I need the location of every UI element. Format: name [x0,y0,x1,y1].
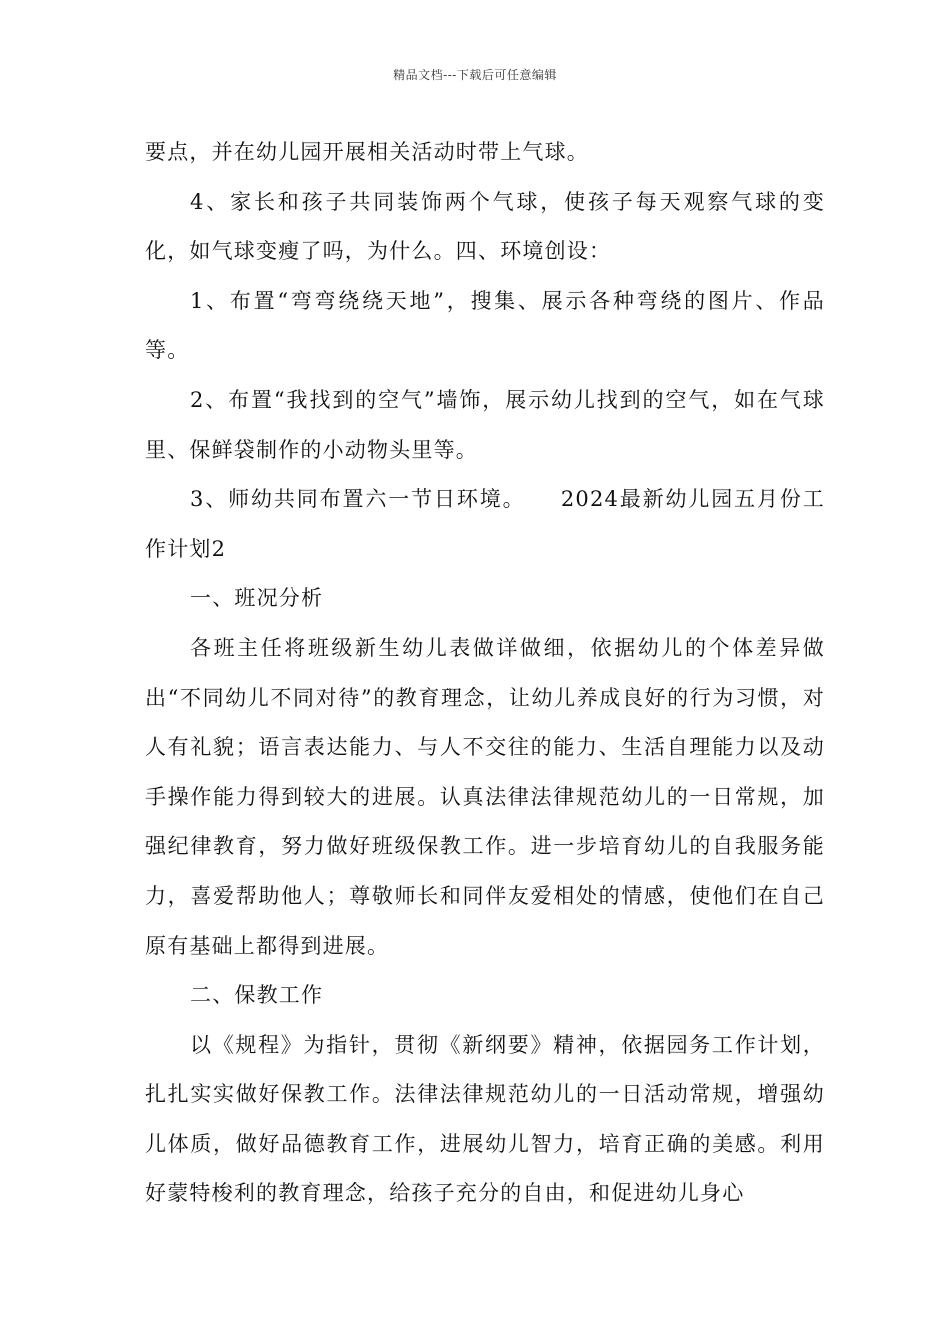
paragraph-4: 2、布置“我找到的空气”墙饰，展示幼儿找到的空气，如在气球里、保鲜袋制作的小动物头里等。 [145,387,825,462]
paragraph-3: 1、布置“弯弯绕绕天地”，搜集、展示各种弯绕的图片、作品等。 [145,288,825,363]
paragraph-2: 4、家长和孩子共同装饰两个气球，使孩子每天观察气球的变化，如气球变瘦了吗，为什么。四、环境创设： [145,189,825,264]
document-body [145,128,825,1219]
paragraph-class-analysis: 各班主任将班级新生幼儿表做详做细，依据幼儿的个体差异做出“不同幼儿不同对待”的教育理念，让幼儿养成良好的行为习惯，对人有礼貌；语言表达能力、与人不交往的能力、生活自理能力以及动手操作能力得到较大的进展。认真法律法律规范幼儿的一日常规，加强纪律教育，努力做好班级保教工作。进一步培育幼儿的自我服务能力，喜爱帮助他人；尊敬师长和同伴友爱相处的情感，使他们在自己原有基础上都得到进展。 [145,635,825,958]
section-heading-care-education: 二、保教工作 [190,983,324,1008]
paragraph-1: 要点，并在幼儿园开展相关活动时带上气球。 [145,140,589,164]
page-header: 精品文档---下载后可任意编辑 [393,68,557,82]
section-heading-class-analysis: 一、班况分析 [190,586,324,611]
paragraph-care-education: 以《规程》为指针，贯彻《新纲要》精神，依据园务工作计划，扎扎实实做好保教工作。法律法律规范幼儿的一日活动常规，增强幼儿体质，做好品德教育工作，进展幼儿智力，培育正确的美感。利用好蒙特梭利的教育理念，给孩子充分的自由，和促进幼儿身心 [145,1032,825,1206]
paragraph-5: 3、师幼共同布置六一节日环境。 2024最新幼儿园五月份工作计划2 [145,487,825,561]
